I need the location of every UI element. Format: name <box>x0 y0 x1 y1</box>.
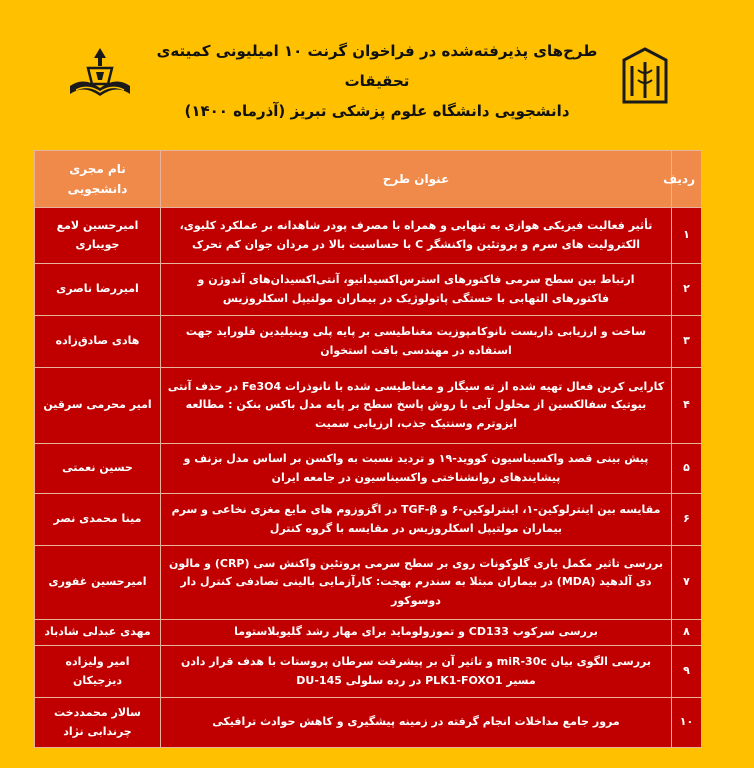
row-number: ۲ <box>672 264 702 316</box>
table-row <box>35 264 702 316</box>
project-title: بررسی تاثیر مکمل یاری گلوکونات روی بر سطح سرمی پروتئین واکنش سی (CRP) و مالون دی آلدهید (MDA) در بیماران مبتلا به سندرم بهجت: کارآزمایی بالینی تصادفی کنترل دار دوسوکور <box>161 546 672 620</box>
project-title: تأثیر فعالیت فیزیکی هوازی به تنهایی و همراه با مصرف پودر شاهدانه بر عملکرد کلیوی، الکترولیت های سرم و پروتئین واکنشگر C با حساسیت بالا در مردان جوان کم تحرک <box>161 208 672 264</box>
row-number: ۸ <box>672 620 702 646</box>
row-number: ۱ <box>672 208 702 264</box>
project-title: مرور جامع مداخلات انجام گرفته در زمینه پیشگیری و کاهش حوادث ترافیکی <box>161 698 672 748</box>
student-name: مهدی عبدلی شادباد <box>35 620 161 646</box>
header-person: نام مجری دانشجویی <box>35 151 161 208</box>
table-row <box>35 208 702 264</box>
header-row-number: ردیف <box>672 151 702 208</box>
student-name: مینا محمدی نصر <box>35 494 161 546</box>
table-row <box>35 646 702 698</box>
title-line-2: دانشجویی دانشگاه علوم پزشکی تبریز (آذرماه ۱۴۰۰) <box>184 102 570 120</box>
project-title: مقایسه بین اینترلوکین-۱، اینترلوکین-۶ و TGF-β در اگزوزوم های مایع مغزی نخاعی و سرم بیماران مولتیپل اسکلروزیس در مقایسه با گروه کنترل <box>161 494 672 546</box>
row-number: ۹ <box>672 646 702 698</box>
project-title: بررسی سرکوب CD133 و تموزولوماید برای مهار رشد گلیوبلاستوما <box>161 620 672 646</box>
table-row <box>35 698 702 748</box>
student-name: حسین نعمتی <box>35 444 161 494</box>
row-number: ۵ <box>672 444 702 494</box>
book-emblem-icon <box>618 46 672 106</box>
page-title <box>150 36 604 126</box>
row-number: ۱۰ <box>672 698 702 748</box>
university-emblem-icon <box>66 44 134 104</box>
row-number: ۴ <box>672 368 702 444</box>
project-title: ساخت و ارزیابی داربست نانوکامپوزیت مغناطیسی بر پایه پلی وینیلیدین فلوراید جهت استفاده در مهندسی بافت استخوان <box>161 316 672 368</box>
student-name: سالار محمددخت چرندابی نژاد <box>35 698 161 748</box>
student-name: امیر محرمی سرقین <box>35 368 161 444</box>
table-row <box>35 546 702 620</box>
student-name: امیرحسین غفوری <box>35 546 161 620</box>
project-title: پیش بینی قصد واکسیناسیون کووید-۱۹ و تردید نسبت به واکسن بر اساس مدل بزنف و پیشایندهای روانشناختی واکسیناسیون در جامعه ایران <box>161 444 672 494</box>
student-name: امیررضا ناصری <box>35 264 161 316</box>
student-name: هادی صادق‌زاده <box>35 316 161 368</box>
row-number: ۶ <box>672 494 702 546</box>
row-number: ۳ <box>672 316 702 368</box>
projects-table <box>34 150 702 748</box>
page-header <box>0 0 754 140</box>
table-header-row <box>35 151 702 208</box>
table-row <box>35 444 702 494</box>
header-subject: عنوان طرح <box>161 151 672 208</box>
project-title: بررسی الگوی بیان miR-30c و تاثیر آن بر پیشرفت سرطان پروستات با هدف قرار دادن مسیر PLK1-FOXO1 در رده سلولی DU-145 <box>161 646 672 698</box>
student-name: امیرحسین لامع جویباری <box>35 208 161 264</box>
title-line-1: طرح‌های پذیرفته‌شده در فراخوان گرنت ۱۰ امیلیونی کمیته‌ی تحقیقات <box>156 42 598 90</box>
table-row <box>35 494 702 546</box>
project-title: ارتباط بین سطح سرمی فاکتورهای استرس‌اکسیداتیو، آنتی‌اکسیدان‌های آندوژن و فاکتورهای التهابی با خستگی پاتولوژیک در بیماران مولتیپل اسکلروزیس <box>161 264 672 316</box>
row-number: ۷ <box>672 546 702 620</box>
table-row <box>35 316 702 368</box>
table-row <box>35 368 702 444</box>
project-title: کارایی کربن فعال تهیه شده از ته سیگار و مغناطیسی شده با نانوذرات Fe3O4 در حذف آنتی بیوتیک سفالکسین از محلول آبی با روش پاسخ سطح بر پایه مدل باکس بنکن : مطالعه ایزوترم وسنتیک جذب، ارزیابی سمیت <box>161 368 672 444</box>
table-row <box>35 620 702 646</box>
student-name: امیر ولیزاده دیزجیکان <box>35 646 161 698</box>
